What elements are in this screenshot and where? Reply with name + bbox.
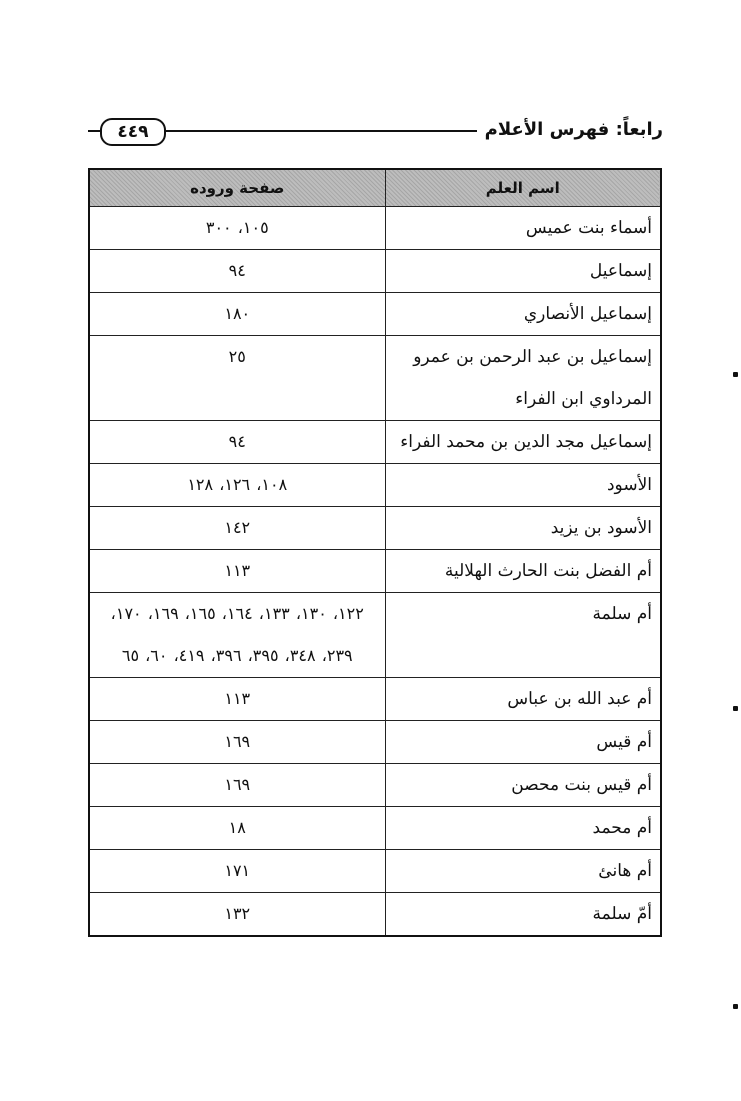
- scan-speck: [733, 706, 738, 711]
- name-cell: أمّ سلمة: [385, 893, 661, 937]
- table-row: [89, 421, 661, 464]
- table-row: [89, 721, 661, 764]
- name-cell: أم هانئ: [385, 850, 661, 893]
- table-row: [89, 893, 661, 937]
- table-row: [89, 207, 661, 250]
- pages-cell: ٩٤: [89, 421, 385, 464]
- pages-cell: ١١٣: [89, 550, 385, 593]
- name-cell: الأسود: [385, 464, 661, 507]
- pages-cell: ١٣٢: [89, 893, 385, 937]
- table-row: [89, 850, 661, 893]
- pages-cell: ١٠٨، ١٢٦، ١٢٨: [89, 464, 385, 507]
- pages-cell: ١١٣: [89, 678, 385, 721]
- table-row: [89, 807, 661, 850]
- name-cell: أم قيس بنت محصن: [385, 764, 661, 807]
- page-number: ٤٤٩: [100, 118, 166, 146]
- pages-cell: ٩٤: [89, 250, 385, 293]
- pages-cell: ١٠٥، ٣٠٠: [89, 207, 385, 250]
- name-cell: أم الفضل بنت الحارث الهلالية: [385, 550, 661, 593]
- name-cell: إسماعيل: [385, 250, 661, 293]
- table-row: [89, 593, 661, 678]
- pages-cell: ١٧١: [89, 850, 385, 893]
- name-cell: أسماء بنت عميس: [385, 207, 661, 250]
- table-row: [89, 678, 661, 721]
- name-cell: أم قيس: [385, 721, 661, 764]
- table-row: [89, 464, 661, 507]
- pages-cell: ١٦٩: [89, 721, 385, 764]
- name-cell: أم عبد الله بن عباس: [385, 678, 661, 721]
- pages-cell: ١٢٢، ١٣٠، ١٣٣، ١٦٤، ١٦٥، ١٦٩، ١٧٠، ٢٣٩، ٣٤٨، ٣٩٥، ٣٩٦، ٤١٩، ٦٠، ٦٥: [89, 593, 385, 678]
- name-cell: إسماعيل مجد الدين بن محمد الفراء: [385, 421, 661, 464]
- column-header-pages: صفحة وروده: [89, 169, 385, 207]
- section-title: رابعاً: فهرس الأعلام: [477, 114, 663, 146]
- pages-cell: ١٤٢: [89, 507, 385, 550]
- table-header-row: [89, 169, 661, 207]
- name-cell: أم سلمة: [385, 593, 661, 678]
- pages-cell: ١٨: [89, 807, 385, 850]
- table-row: [89, 293, 661, 336]
- name-cell: إسماعيل الأنصاري: [385, 293, 661, 336]
- table-row: [89, 764, 661, 807]
- table-row: [89, 550, 661, 593]
- table-row: [89, 507, 661, 550]
- name-cell: أم محمد: [385, 807, 661, 850]
- pages-cell: ٢٥: [89, 336, 385, 421]
- name-cell: إسماعيل بن عبد الرحمن بن عمرو المرداوي ابن الفراء: [385, 336, 661, 421]
- column-header-name: اسم العلم: [385, 169, 661, 207]
- page-header: [78, 112, 663, 148]
- pages-cell: ١٦٩: [89, 764, 385, 807]
- name-cell: الأسود بن يزيد: [385, 507, 661, 550]
- names-index-table: [88, 168, 662, 937]
- table-row: [89, 250, 661, 293]
- scan-speck: [733, 372, 738, 377]
- table-row: [89, 336, 661, 421]
- pages-cell: ١٨٠: [89, 293, 385, 336]
- scan-speck: [733, 1004, 738, 1009]
